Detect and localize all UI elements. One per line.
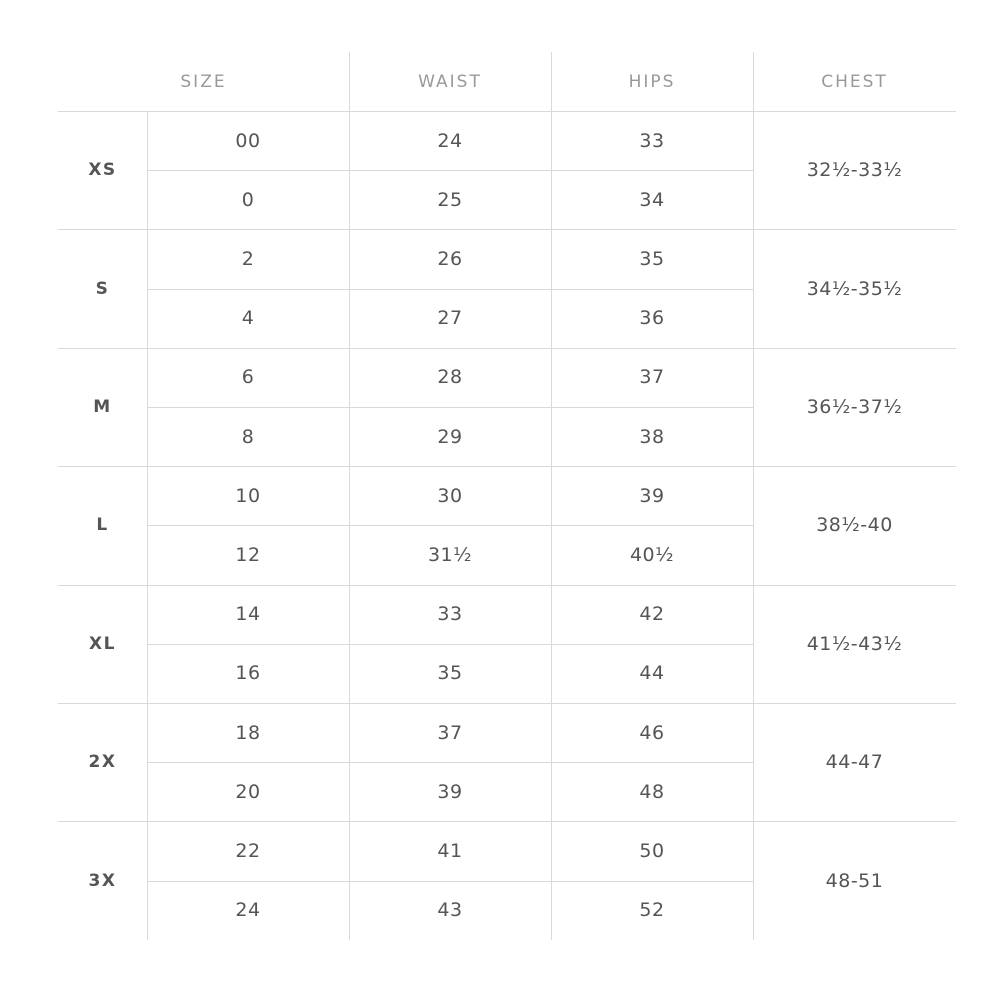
size-cell: 20 [235, 780, 261, 803]
waist-cell: 25 [437, 188, 463, 211]
hips-cell: 50 [639, 839, 665, 862]
waist-cell: 24 [437, 129, 463, 152]
chest-cell: 41½-43½ [806, 632, 903, 655]
waist-cell: 41 [437, 839, 463, 862]
row-divider [147, 407, 753, 408]
size-group-label: L [96, 515, 109, 536]
hips-cell: 52 [639, 899, 665, 922]
header-waist: WAIST [418, 71, 482, 92]
waist-cell: 39 [437, 780, 463, 803]
header-hips: HIPS [628, 71, 676, 92]
waist-cell: 33 [437, 603, 463, 626]
size-cell: 6 [241, 366, 255, 389]
waist-cell: 37 [437, 721, 463, 744]
chest-cell: 44-47 [825, 751, 884, 774]
size-cell: 00 [235, 129, 261, 152]
waist-cell: 27 [437, 307, 463, 330]
size-group-label: 3X [88, 870, 117, 891]
size-group-label: XS [88, 160, 117, 181]
hips-cell: 34 [639, 188, 665, 211]
hips-cell: 39 [639, 484, 665, 507]
hips-cell: 42 [639, 603, 665, 626]
hips-cell: 33 [639, 129, 665, 152]
header-chest: CHEST [821, 71, 888, 92]
size-group-label: XL [89, 633, 116, 654]
size-group-label: S [95, 278, 110, 299]
hips-cell: 36 [639, 307, 665, 330]
waist-cell: 31½ [427, 543, 473, 566]
waist-cell: 26 [437, 247, 463, 270]
size-cell: 14 [235, 603, 261, 626]
hips-cell: 40½ [629, 543, 675, 566]
header-size: SIZE [180, 71, 227, 92]
chest-cell: 32½-33½ [806, 159, 903, 182]
chest-cell: 38½-40 [816, 514, 893, 537]
hips-cell: 38 [639, 425, 665, 448]
size-cell: 8 [241, 425, 255, 448]
size-cell: 0 [241, 188, 255, 211]
chest-cell: 36½-37½ [806, 395, 903, 418]
hips-cell: 48 [639, 780, 665, 803]
row-divider [147, 525, 753, 526]
row-divider [147, 881, 753, 882]
size-cell: 12 [235, 543, 261, 566]
hips-cell: 46 [639, 721, 665, 744]
size-cell: 18 [235, 721, 261, 744]
chest-cell: 48-51 [825, 869, 884, 892]
size-chart-table [58, 52, 956, 940]
size-cell: 22 [235, 839, 261, 862]
waist-cell: 30 [437, 484, 463, 507]
size-cell: 4 [241, 307, 255, 330]
waist-cell: 35 [437, 662, 463, 685]
waist-cell: 43 [437, 899, 463, 922]
row-divider [147, 644, 753, 645]
size-cell: 2 [241, 247, 255, 270]
row-divider [147, 762, 753, 763]
row-divider [147, 289, 753, 290]
waist-cell: 28 [437, 366, 463, 389]
waist-cell: 29 [437, 425, 463, 448]
chest-cell: 34½-35½ [806, 277, 903, 300]
size-cell: 24 [235, 899, 261, 922]
row-divider [147, 170, 753, 171]
size-cell: 16 [235, 662, 261, 685]
size-group-label: 2X [88, 752, 117, 773]
hips-cell: 37 [639, 366, 665, 389]
hips-cell: 44 [639, 662, 665, 685]
size-cell: 10 [235, 484, 261, 507]
size-group-label: M [93, 396, 112, 417]
hips-cell: 35 [639, 247, 665, 270]
